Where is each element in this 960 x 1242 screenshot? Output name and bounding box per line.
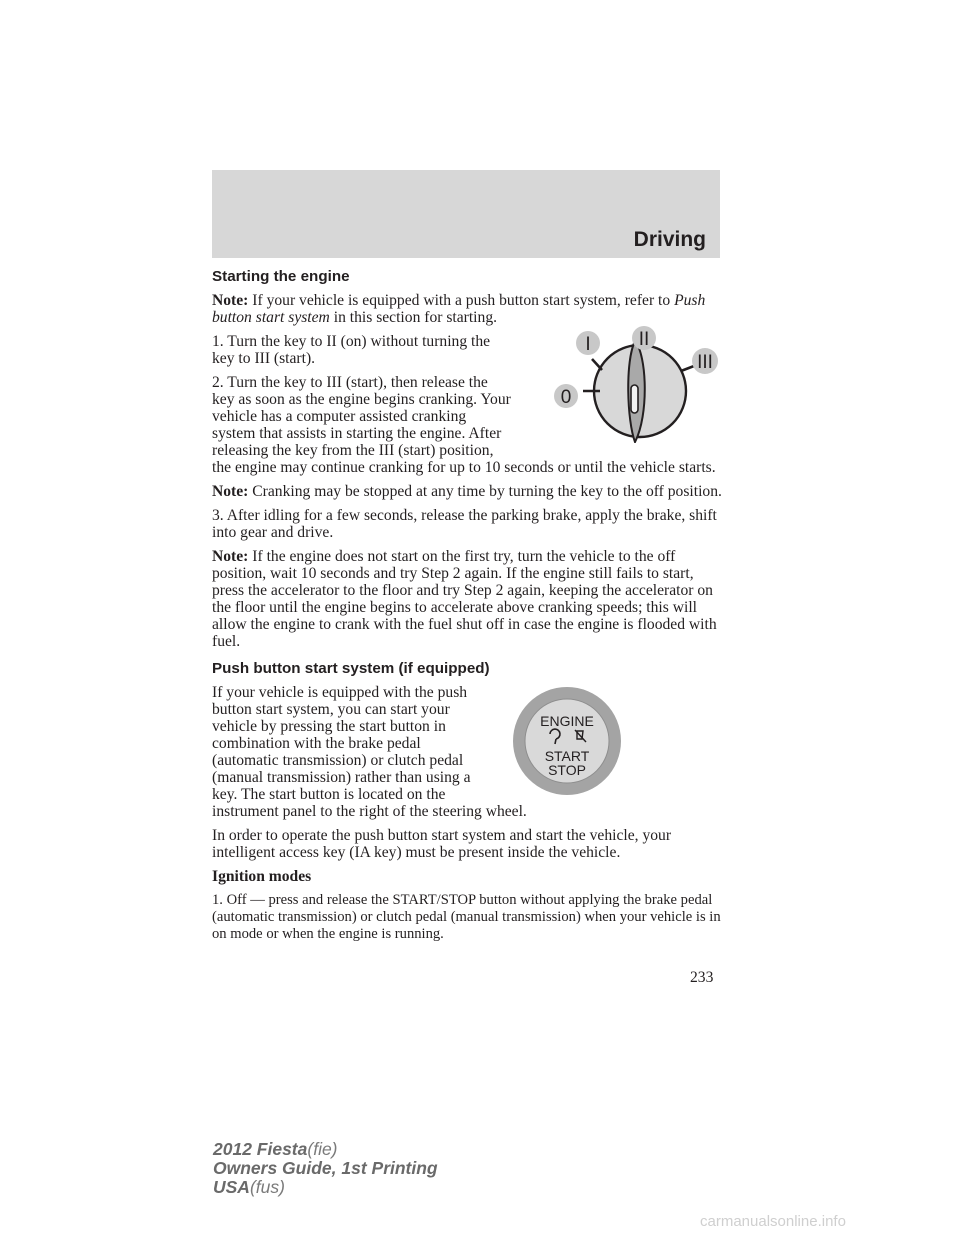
- page-number: 233: [690, 969, 714, 986]
- section-title: Driving: [633, 228, 706, 251]
- note-push-button-reference: Note: If your vehicle is equipped with a push button start system, refer to Push button start system in this section for starting.: [212, 292, 706, 326]
- ignition-key-figure: [522, 325, 722, 443]
- button-label-start: START: [544, 748, 590, 764]
- ignition-label-0: 0: [560, 387, 572, 408]
- step-3: 3. After idling for a few seconds, release the parking brake, apply the brake, shift into gear and drive.: [212, 507, 717, 541]
- heading-ignition-modes: Ignition modes: [212, 868, 312, 885]
- button-label-stop: STOP: [548, 762, 586, 778]
- mode-off: 1. Off — press and release the START/STOP button without applying the brake pedal (automatic transmission) or clutch pedal (manual transmission) when your vehicle is in on mode or when the engine is running.: [212, 892, 721, 942]
- ignition-label-III: III: [697, 352, 713, 373]
- section-header-bar: [212, 170, 720, 258]
- ia-key-requirement: In order to operate the push button start system and start the vehicle, your intelligent access key (IA key) must be present inside the vehicle.: [212, 827, 672, 861]
- heading-starting-engine: Starting the engine: [212, 268, 350, 285]
- ignition-label-II: II: [638, 329, 650, 350]
- button-label-engine: ENGINE: [540, 713, 594, 729]
- page-content: [212, 268, 722, 950]
- note-cranking: Note: Cranking may be stopped at any time by turning the key to the off position.: [212, 483, 722, 500]
- watermark: carmanualsonline.info: [700, 1213, 846, 1230]
- push-button-reference-link: Push button start system: [212, 292, 706, 326]
- step-2: 2. Turn the key to III (start), then release the key as soon as the engine begins cranking. Your vehicle has a computer assisted cranking system that assists in starting the engine. After releasing the key from the III (start) position, the engine may continue cranking for up to 10 seconds or until the vehicle starts.: [212, 374, 716, 476]
- ignition-label-I: I: [585, 334, 591, 355]
- document-footer: 2012 Fiesta(fie) Owners Guide, 1st Printing USA(fus): [213, 1139, 438, 1197]
- step-1: 1. Turn the key to II (on) without turning the key to III (start).: [212, 333, 491, 367]
- heading-push-button-start: Push button start system (if equipped): [212, 660, 490, 677]
- push-button-intro: If your vehicle is equipped with the push button start system, you can start your vehicle by pressing the start button in combination with the brake pedal (automatic transmission) or clutch pedal (manual transmission) rather than using a key. The start button is located on the instrument panel to the right of the steering wheel.: [212, 684, 527, 820]
- engine-start-stop-button-figure: [487, 686, 687, 796]
- note-engine-not-start: Note: If the engine does not start on the first try, turn the vehicle to the off position, wait 10 seconds and try Step 2 again. If the engine still fails to start, press the accelerator to the floor and try Step 2 again, keeping the accelerator on the floor until the engine begins to accelerate above cranking speeds; this will allow the engine to crank with the fuel shut off in case the engine is flooded with fuel.: [212, 548, 717, 650]
